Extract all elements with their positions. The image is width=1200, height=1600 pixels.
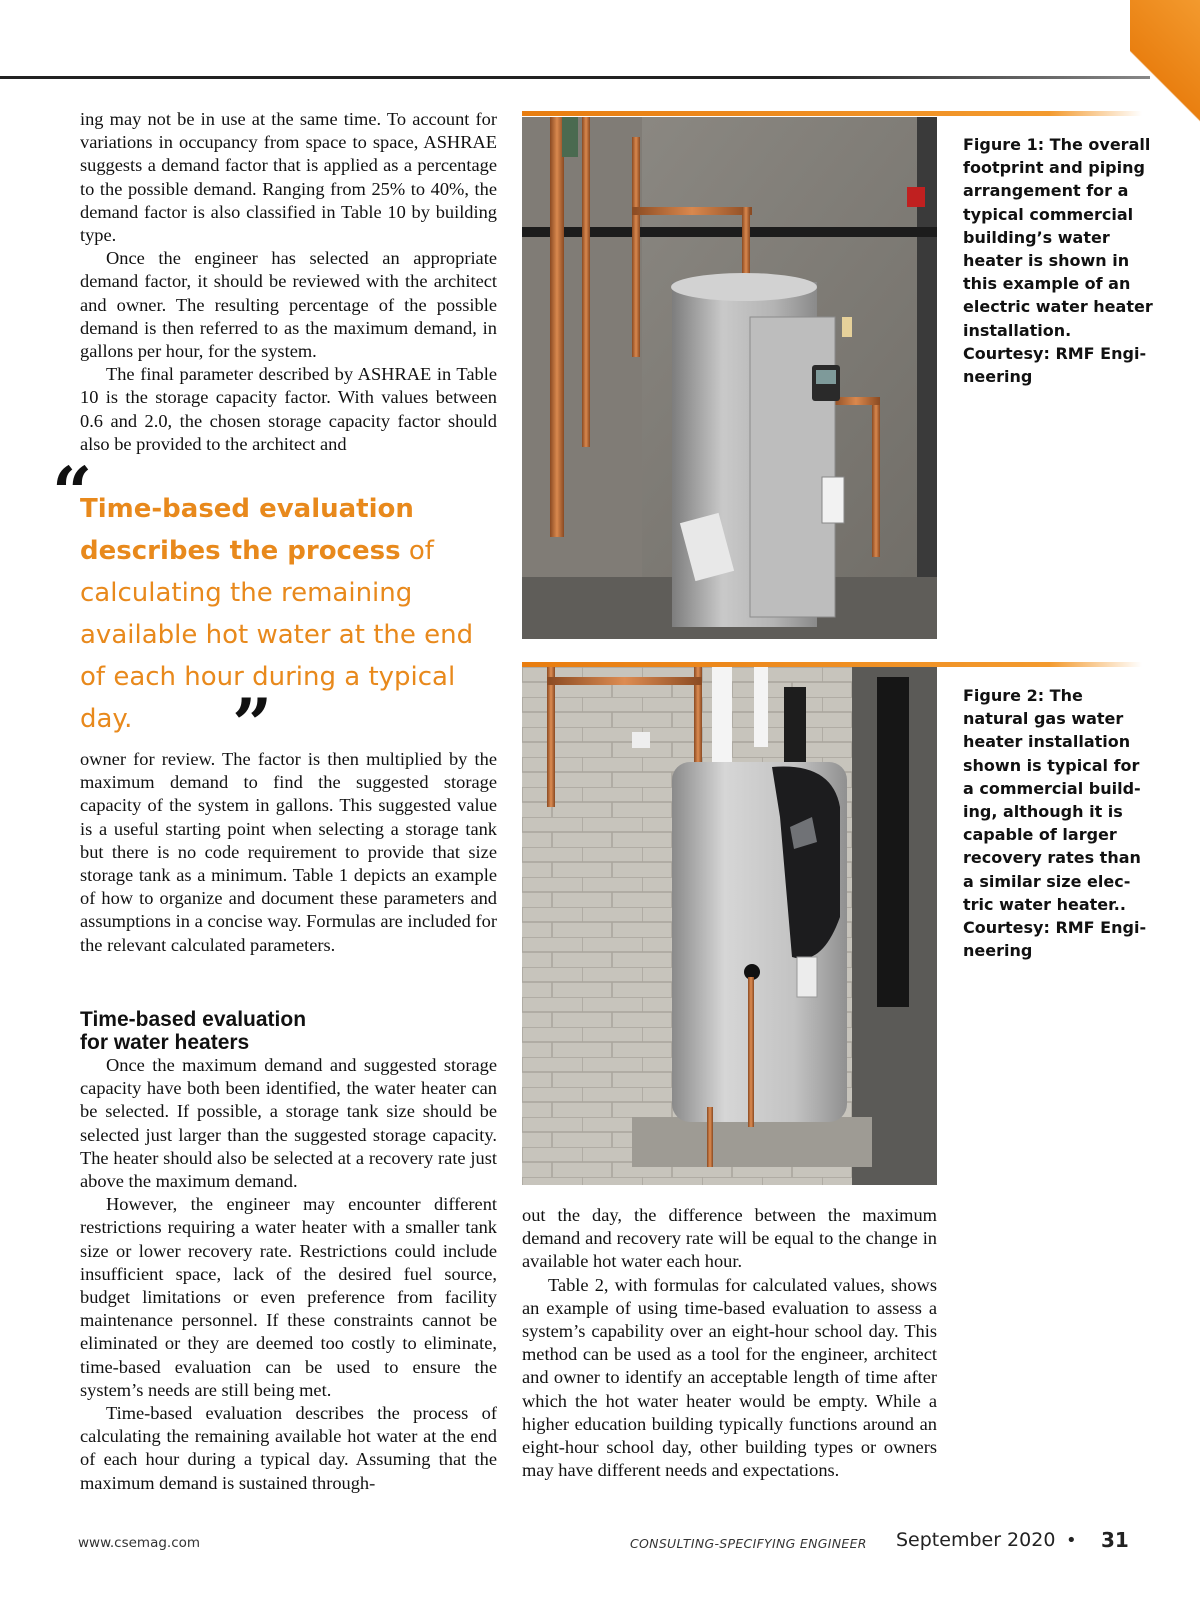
pull-quote-close-mark: ” <box>232 683 273 766</box>
footer-date: September 2020 <box>896 1529 1056 1551</box>
footer-bullet: • <box>1066 1530 1077 1551</box>
pull-quote-bold: Time-based evaluation describes the process <box>80 494 414 566</box>
body-paragraph: owner for review. The factor is then multiplied by the maximum demand to find the suggested storage capacity of the system in gallons. This suggested value is a useful starting point when selecting a storage tank but there is no code requirement to provide that size storage tank as a minimum. Table 1 depicts an example of how to organize and document these parameters and assumptions in a concise way. Formulas are included for the relevant calculated parameters. <box>80 749 497 955</box>
body-paragraph: The final parameter described by ASHRAE in Table 10 is the storage capacity factor. With values between 0.6 and 2.0, the chosen storage capacity factor should also be provided to the architect and <box>80 364 497 454</box>
gas-water-heater-image <box>522 667 937 1185</box>
section-subhead <box>80 1008 497 1054</box>
page-number: 31 <box>1101 1528 1129 1552</box>
figure-2-photo <box>522 667 937 1185</box>
left-column-top <box>80 108 497 456</box>
body-paragraph: Once the engineer has selected an appropriate demand factor, it should be reviewed with the architect and owner. The resulting percentage of the possible demand is then referred to as the maximum demand, in gallons per hour, for the system. <box>80 248 497 362</box>
header-rule <box>0 76 1150 79</box>
pull-quote-open-mark: “ <box>52 451 93 534</box>
footer-publication: CONSULTING-SPECIFYING ENGINEER <box>630 1536 867 1551</box>
electric-water-heater-image <box>522 117 937 639</box>
subhead-line: Time-based evaluation <box>80 1008 307 1031</box>
left-column-bottom <box>80 1008 497 1495</box>
body-paragraph: out the day, the difference between the maximum demand and recovery rate will be equal to the change in available hot water each hour. <box>522 1205 937 1272</box>
footer-url: www.csemag.com <box>78 1535 201 1551</box>
pull-quote <box>80 488 480 740</box>
body-paragraph: ing may not be in use at the same time. To account for variations in occupancy from space to space, ASHRAE suggests a demand factor that is applied as a percentage to the possible demand. Ranging from 25% to 40%, the demand factor is also classified in Table 10 by building type. <box>80 109 497 246</box>
left-column-middle <box>80 748 497 957</box>
pull-quote-rest: of calculating the remaining available hot water at the end of each hour during a typical day. <box>80 536 474 734</box>
body-paragraph: Table 2, with formulas for calculated values, shows an example of using time-based evaluation to assess a system’s capability over an eight-hour school day. This method can be used as a tool for the engineer, architect and owner to identify an acceptable length of time after which the hot water heater would be empty. While a higher education building typically functions around an eight-hour school day, other building types or owners may have different needs and expectations. <box>522 1274 937 1481</box>
figure-1-photo <box>522 117 937 639</box>
figure-1-caption: Figure 1: The overall footprint and piping arrangement for a typical commercial building’s water heater is shown in this example of an electric water heater installation. Courtesy: RMF Engineering <box>963 135 1153 387</box>
subhead-line: for water heaters <box>80 1031 250 1054</box>
body-paragraph: However, the engineer may encounter different restrictions requiring a water heater with a smaller tank size or lower recovery rate. Restrictions could include insufficient space, lack of the desired fuel source, budget limitations or even preference from facility maintenance personnel. If these constraints cannot be eliminated or they are deemed too costly to eliminate, time-based evaluation can be used to ensure the system’s needs are still being met. <box>80 1194 497 1400</box>
body-paragraph: Time-based evaluation describes the process of calculating the remaining available hot water at the end of each hour during a typical day. Assuming that the maximum demand is sustained through- <box>80 1403 497 1493</box>
figure-1-rule <box>522 111 1142 116</box>
middle-column <box>522 1204 937 1482</box>
body-paragraph: Once the maximum demand and suggested storage capacity have both been identified, the water heater can be selected. If possible, a storage tank size should be selected just larger than the suggested storage capacity. The heater should also be selected at a recovery rate just above the maximum demand. <box>80 1055 497 1192</box>
figure-2-caption: Figure 2: The natural gas water heater installation shown is typical for a commercial building, although it is capable of larger recovery rates than a similar size electric water heater.. Courtesy: RMF Engineering <box>963 686 1147 961</box>
